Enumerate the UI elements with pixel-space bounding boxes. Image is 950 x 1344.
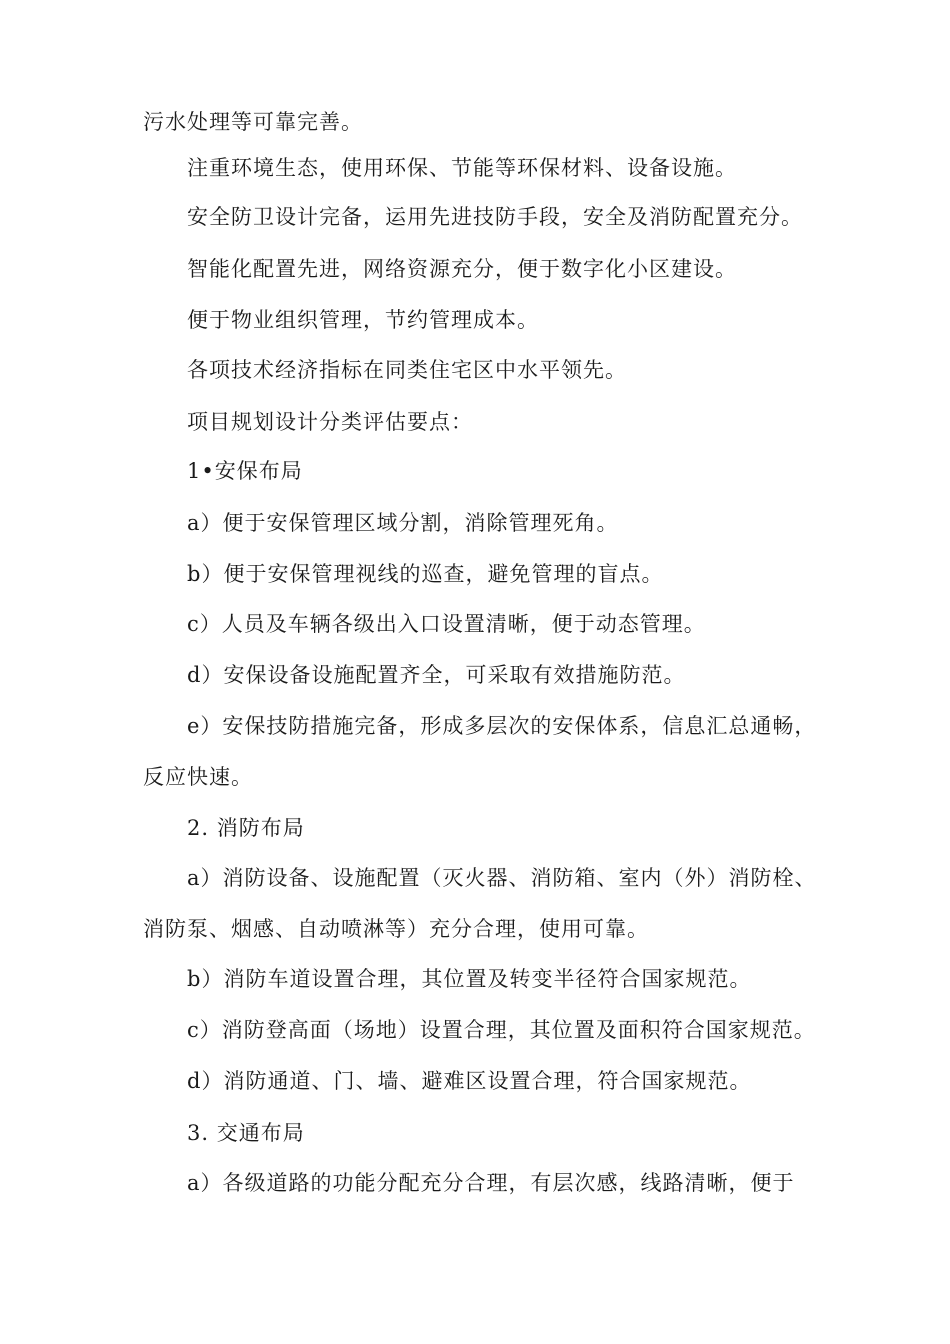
list-item: b）便于安保管理视线的巡查，避免管理的盲点。 [187,562,664,586]
list-item-continuation: 反应快速。 [143,765,253,789]
list-item: d）安保设备设施配置齐全，可采取有效措施防范。 [187,663,686,687]
paragraph-line: 各项技术经济指标在同类住宅区中水平领先。 [187,358,627,382]
list-item: e）安保技防措施完备，形成多层次的安保体系，信息汇总通畅， [187,714,817,738]
list-item: a）便于安保管理区域分割，消除管理死角。 [187,511,619,535]
list-item-continuation: 消防泵、烟感、自动喷淋等）充分合理，使用可靠。 [143,917,649,941]
list-item: a）消防设备、设施配置（灭火器、消防箱、室内（外）消防栓、 [187,866,817,890]
paragraph-line: 污水处理等可靠完善。 [143,110,363,134]
list-item: b）消防车道设置合理，其位置及转变半径符合国家规范。 [187,967,752,991]
paragraph-line: 注重环境生态，使用环保、节能等环保材料、设备设施。 [187,156,737,180]
section-heading: 3. 交通布局 [187,1121,305,1145]
section-heading: 2. 消防布局 [187,816,305,840]
list-item: c）消防登高面（场地）设置合理，其位置及面积符合国家规范。 [187,1018,816,1042]
list-item: c）人员及车辆各级出入口设置清晰，便于动态管理。 [187,612,706,636]
paragraph-line: 智能化配置先进，网络资源充分，便于数字化小区建设。 [187,257,737,281]
list-item: d）消防通道、门、墙、避难区设置合理，符合国家规范。 [187,1069,752,1093]
section-intro: 项目规划设计分类评估要点： [187,410,473,434]
list-item: a）各级道路的功能分配充分合理，有层次感，线路清晰，便于 [187,1171,795,1195]
section-heading: 1•安保布局 [187,459,303,483]
paragraph-line: 安全防卫设计完备，运用先进技防手段，安全及消防配置充分。 [187,205,803,229]
paragraph-line: 便于物业组织管理，节约管理成本。 [187,308,539,332]
